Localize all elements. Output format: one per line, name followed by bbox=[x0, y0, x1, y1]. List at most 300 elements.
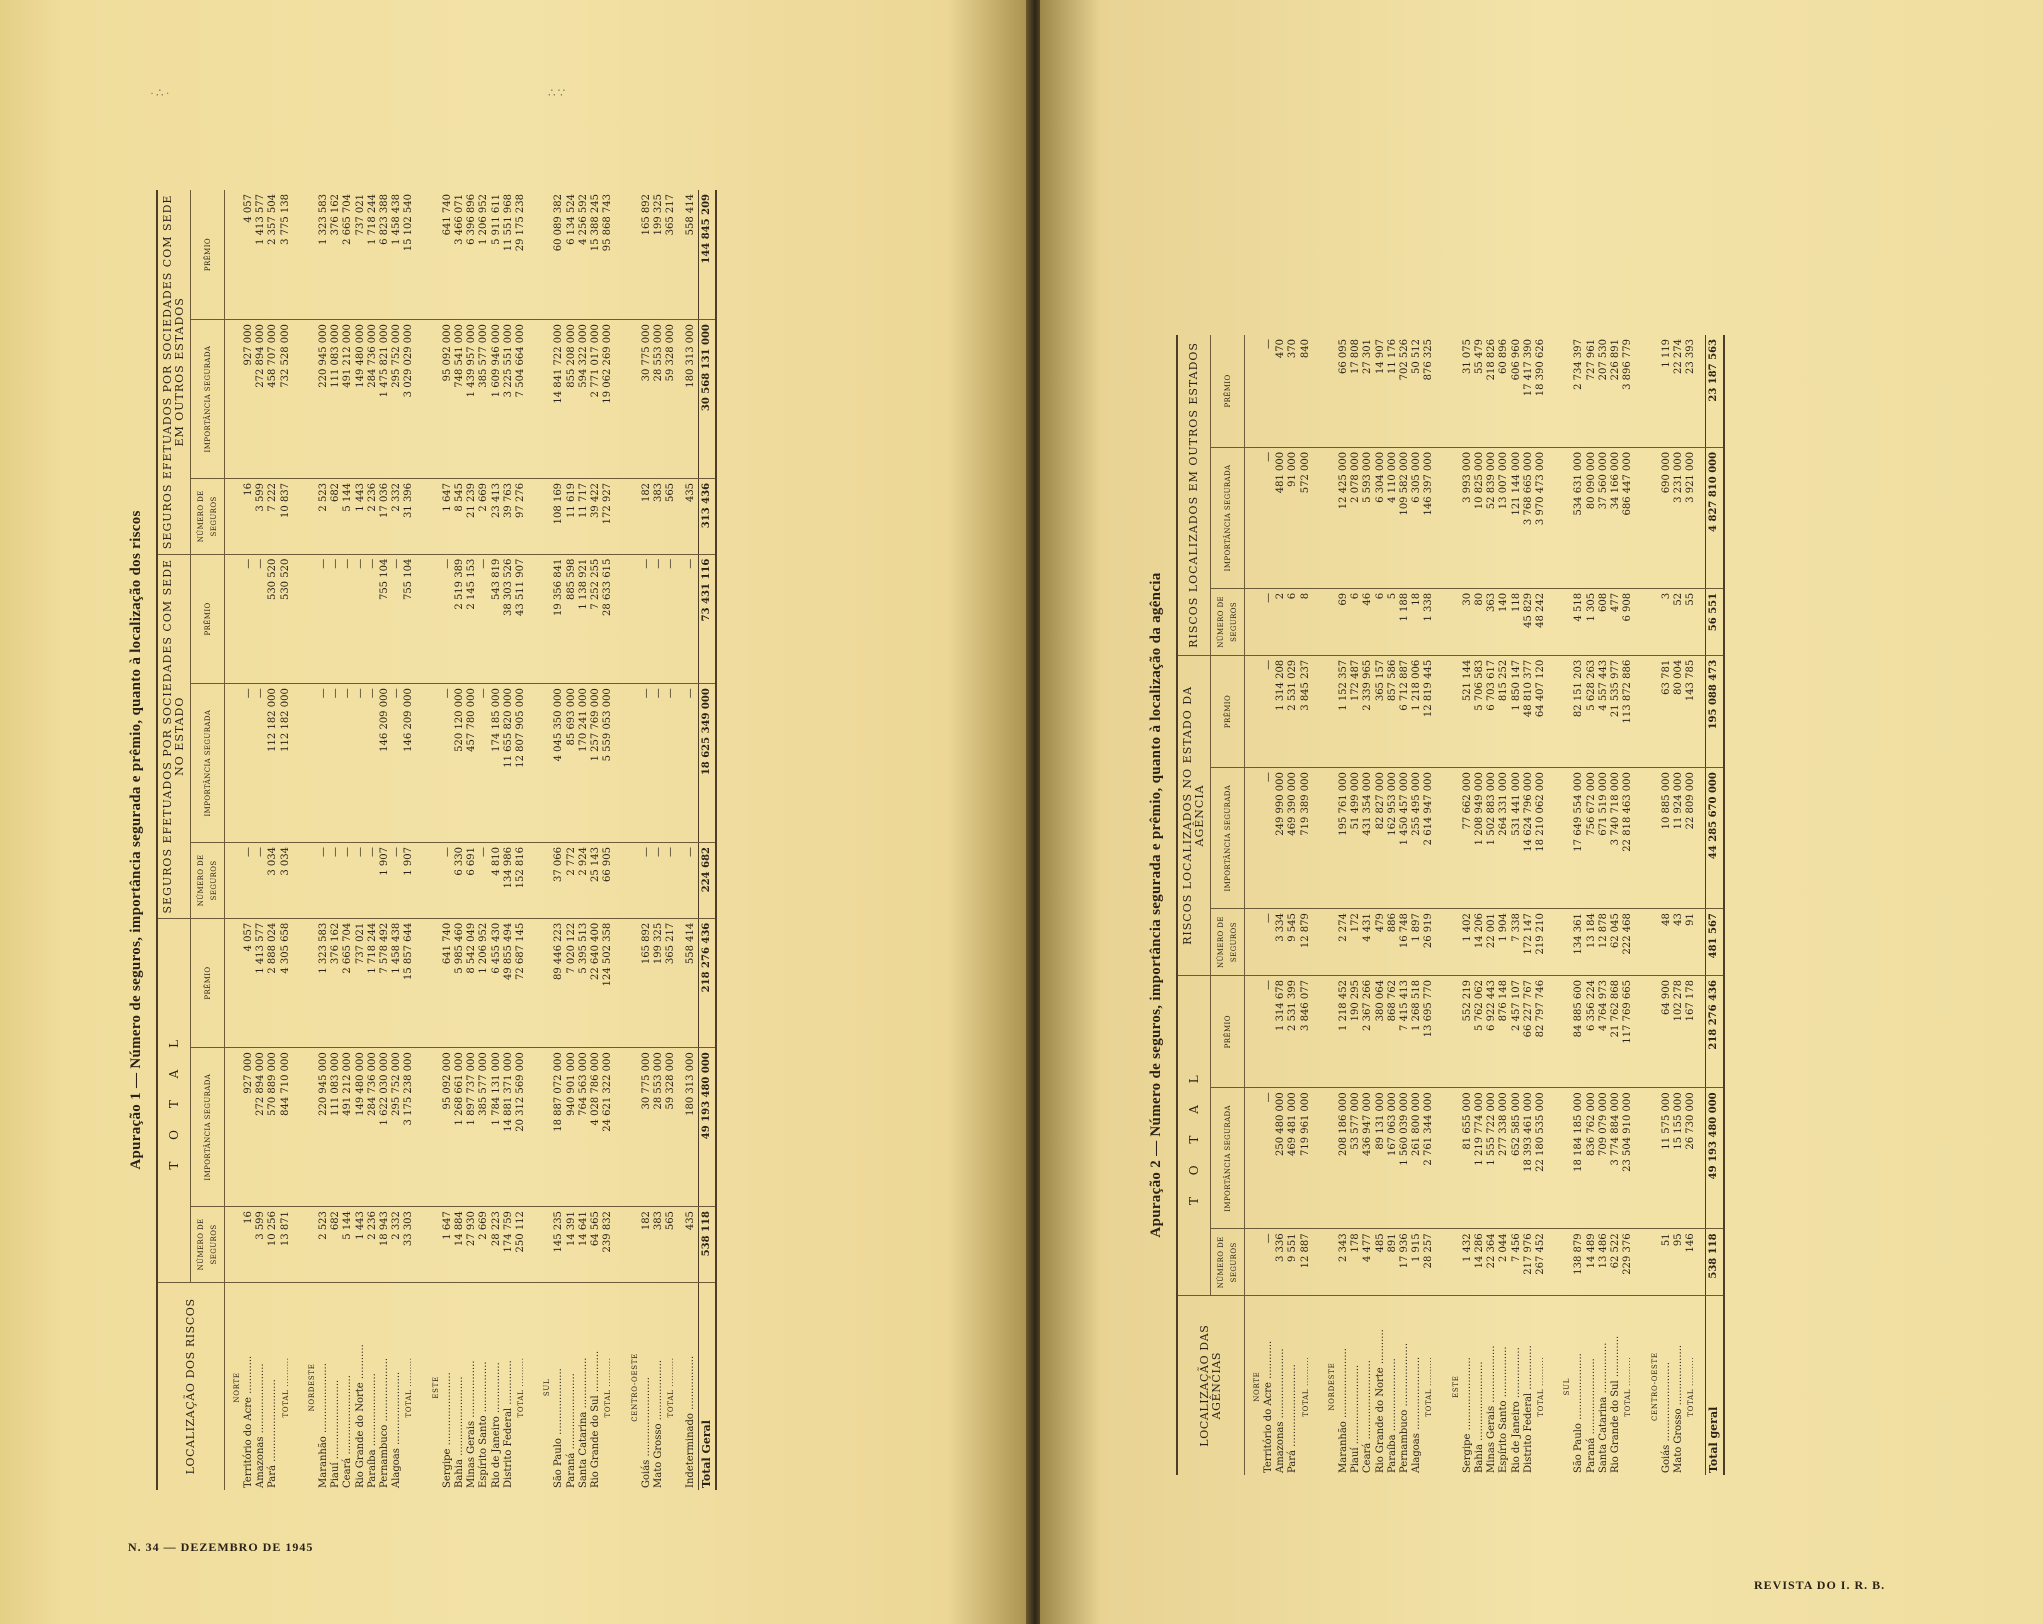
row-label: Indeterminado ................. bbox=[685, 1355, 697, 1488]
table-cell: 2 357 504 bbox=[267, 190, 279, 320]
table-cell: 18 210 062 000 bbox=[1535, 768, 1555, 909]
table-cell: 22 640 400 bbox=[590, 918, 602, 1048]
empty-cell bbox=[623, 478, 641, 554]
table-row bbox=[442, 190, 454, 1490]
table-cell: 6 bbox=[1375, 588, 1387, 655]
table-cell: 28 223 bbox=[491, 1207, 503, 1283]
table-cell: 876 148 bbox=[1498, 976, 1510, 1088]
table-body bbox=[1244, 335, 1723, 1475]
table-cell: 295 752 000 bbox=[391, 1048, 403, 1207]
row-label: Maranhão ...................... bbox=[1338, 1348, 1350, 1473]
region-row bbox=[1244, 335, 1263, 1475]
row-label: Pernambuco .................... bbox=[1399, 1342, 1411, 1473]
table-cell: 6 691 bbox=[466, 843, 478, 919]
table-cell: 435 bbox=[685, 1207, 698, 1283]
ink-smudge: ∴∵ bbox=[548, 86, 568, 100]
region-row bbox=[1643, 335, 1661, 1475]
empty-cell bbox=[424, 190, 442, 320]
table-cell: 6 712 887 bbox=[1399, 655, 1411, 767]
table-cell: 363 bbox=[1486, 588, 1498, 655]
table-cell: 435 bbox=[685, 478, 698, 554]
empty-cell bbox=[1643, 335, 1661, 447]
table-cell: 28 633 615 bbox=[602, 554, 622, 684]
row-label: SUL bbox=[1563, 1377, 1572, 1396]
row-label: Sergipe ....................... bbox=[441, 1372, 453, 1488]
table-cell: 180 313 000 bbox=[685, 1048, 698, 1207]
row-label: Rio de Janeiro ................ bbox=[490, 1362, 502, 1488]
table-cell: — bbox=[653, 554, 665, 684]
subtotal-row bbox=[1423, 335, 1443, 1475]
table-cell: 719 961 000 bbox=[1300, 1088, 1320, 1229]
table-cell: 8 542 049 bbox=[466, 918, 478, 1048]
table-cell: 7 578 492 bbox=[379, 918, 391, 1048]
table-cell: 18 390 626 bbox=[1535, 335, 1555, 447]
table-row bbox=[330, 190, 342, 1490]
table-cell: 538 118 bbox=[698, 1207, 716, 1283]
empty-cell bbox=[1320, 447, 1338, 588]
table-cell: 60 089 382 bbox=[553, 190, 565, 320]
row-label: Paraná ........................ bbox=[1585, 1358, 1597, 1473]
empty-cell bbox=[300, 554, 318, 684]
table-cell: 113 872 886 bbox=[1622, 655, 1642, 767]
empty-cell bbox=[535, 918, 553, 1048]
subtotal-row bbox=[602, 190, 622, 1490]
table-cell: — bbox=[367, 554, 379, 684]
table-cell: 95 092 000 bbox=[442, 320, 454, 479]
subtotal-row bbox=[280, 190, 300, 1490]
table-cell: 565 bbox=[665, 478, 685, 554]
empty-cell bbox=[623, 843, 641, 919]
table-cell: 940 901 000 bbox=[566, 1048, 578, 1207]
group-header-agency-state: RISCOS LOCALIZADOS NO ESTADO DA AGÊNCIA bbox=[1177, 655, 1211, 975]
table-cell: — bbox=[1263, 335, 1275, 447]
table-cell: 174 759 bbox=[503, 1207, 515, 1283]
table-cell: 543 819 bbox=[491, 554, 503, 684]
table-cell: 6 823 388 bbox=[379, 190, 391, 320]
table-cell: 5 593 000 bbox=[1362, 447, 1374, 588]
table-cell: 641 740 bbox=[442, 190, 454, 320]
stub-header: LOCALIZAÇÃO DAS AGÊNCIAS bbox=[1177, 1296, 1244, 1475]
table-cell: 170 241 000 bbox=[578, 684, 590, 843]
table-row bbox=[553, 190, 565, 1490]
table-cell: 31 396 bbox=[403, 478, 423, 554]
table-cell: 66 095 bbox=[1338, 335, 1350, 447]
row-label: Distrito Federal .............. bbox=[502, 1360, 514, 1488]
page-footer: REVISTA DO I. R. B. bbox=[1754, 1578, 1886, 1592]
table-row bbox=[391, 190, 403, 1490]
table-cell: 531 441 000 bbox=[1511, 768, 1523, 909]
table-cell: 709 079 000 bbox=[1598, 1088, 1610, 1229]
row-label: Alagoas ....................... bbox=[1411, 1356, 1423, 1473]
table-cell: 229 376 bbox=[1622, 1229, 1642, 1296]
table-cell: 15 102 540 bbox=[403, 190, 423, 320]
table-cell: 1 208 949 000 bbox=[1474, 768, 1486, 909]
table-cell: 91 bbox=[1685, 909, 1706, 976]
table-cell: 52 839 000 bbox=[1486, 447, 1498, 588]
table-cell: 250 112 bbox=[515, 1207, 535, 1283]
table-cell: 1 475 821 000 bbox=[379, 320, 391, 479]
table-cell: 385 577 000 bbox=[478, 1048, 490, 1207]
row-label: Ceará ......................... bbox=[1362, 1360, 1374, 1473]
table-cell: 284 736 000 bbox=[367, 320, 379, 479]
table-cell: 18 184 185 000 bbox=[1573, 1088, 1585, 1229]
table-cell: 73 431 116 bbox=[698, 554, 716, 684]
table-cell: — bbox=[330, 684, 342, 843]
table-cell: 570 889 000 bbox=[267, 1048, 279, 1207]
empty-cell bbox=[1320, 655, 1338, 767]
empty-cell bbox=[1320, 1229, 1338, 1296]
table-cell: 13 007 000 bbox=[1498, 447, 1510, 588]
table-cell: 22 818 463 000 bbox=[1622, 768, 1642, 909]
table-cell: 69 bbox=[1338, 588, 1350, 655]
table-row bbox=[1375, 335, 1387, 1475]
row-label: São Paulo ..................... bbox=[1573, 1353, 1585, 1473]
table-cell: — bbox=[1263, 655, 1275, 767]
row-label: NORTE bbox=[1252, 1371, 1261, 1402]
table-cell: 121 144 000 bbox=[1511, 447, 1523, 588]
table-row bbox=[1610, 335, 1622, 1475]
table-cell: 28 553 000 bbox=[653, 320, 665, 479]
col-header-premium: PRÊMIO bbox=[191, 190, 224, 320]
empty-cell bbox=[224, 684, 243, 843]
table-cell: 48 bbox=[1661, 909, 1673, 976]
table-cell: 17 649 554 000 bbox=[1573, 768, 1585, 909]
table-cell: 29 175 238 bbox=[515, 190, 535, 320]
table-cell: 885 598 bbox=[566, 554, 578, 684]
table-cell: — bbox=[1263, 976, 1275, 1088]
table-cell: 174 185 000 bbox=[491, 684, 503, 843]
table-cell: 1 443 bbox=[355, 1207, 367, 1283]
data-table bbox=[1176, 335, 1725, 1475]
empty-cell bbox=[1244, 447, 1263, 588]
empty-cell bbox=[1555, 655, 1573, 767]
table-cell: 3 334 bbox=[1275, 909, 1287, 976]
table-cell: 16 bbox=[243, 478, 255, 554]
table-cell: 10 256 bbox=[267, 1207, 279, 1283]
table-cell: 66 905 bbox=[602, 843, 622, 919]
subtotal-row bbox=[403, 190, 423, 1490]
table-cell: 2 669 bbox=[478, 478, 490, 554]
empty-cell bbox=[623, 1207, 641, 1283]
table-cell: 10 885 000 bbox=[1661, 768, 1673, 909]
table-cell: 9 545 bbox=[1287, 909, 1299, 976]
table-cell: 14 907 bbox=[1375, 335, 1387, 447]
table-cell: 26 919 bbox=[1423, 909, 1443, 976]
table-cell: 16 bbox=[243, 1207, 255, 1283]
table-cell: 15 388 245 bbox=[590, 190, 602, 320]
empty-cell bbox=[300, 478, 318, 554]
row-label: NORDESTE bbox=[1327, 1362, 1336, 1411]
table-cell: 14 286 bbox=[1474, 1229, 1486, 1296]
table-cell: 2 bbox=[1275, 588, 1287, 655]
table-cell: 534 631 000 bbox=[1573, 447, 1585, 588]
empty-cell bbox=[1643, 768, 1661, 909]
table-cell: 167 063 000 bbox=[1387, 1088, 1399, 1229]
table-cell: 18 393 461 000 bbox=[1523, 1088, 1535, 1229]
table-cell: 19 062 269 000 bbox=[602, 320, 622, 479]
empty-cell bbox=[1555, 909, 1573, 976]
table-cell: 1 402 bbox=[1462, 909, 1474, 976]
table-cell: 1 907 bbox=[379, 843, 391, 919]
table-cell: 18 625 349 000 bbox=[698, 684, 716, 843]
table-cell: — bbox=[653, 684, 665, 843]
table-cell: — bbox=[641, 843, 653, 919]
table-cell: — bbox=[665, 554, 685, 684]
empty-cell bbox=[300, 918, 318, 1048]
table-cell: 3 029 029 000 bbox=[403, 320, 423, 479]
empty-cell bbox=[1555, 976, 1573, 1088]
table-cell: 6 bbox=[1350, 588, 1362, 655]
table-cell: 1 439 957 000 bbox=[466, 320, 478, 479]
table-cell: 21 239 bbox=[466, 478, 478, 554]
table-row bbox=[503, 190, 515, 1490]
table-cell: 218 826 bbox=[1486, 335, 1498, 447]
table-cell: 6 304 000 bbox=[1375, 447, 1387, 588]
table-cell: 145 235 bbox=[553, 1207, 565, 1283]
group-header-other-states: RISCOS LOCALIZADOS EM OUTROS ESTADOS bbox=[1177, 335, 1211, 655]
table-cell: 927 000 bbox=[243, 1048, 255, 1207]
table-cell: 1 413 577 bbox=[255, 918, 267, 1048]
table-cell: 31 075 bbox=[1462, 335, 1474, 447]
table-cell: 927 000 bbox=[243, 320, 255, 479]
table-cell: 558 414 bbox=[685, 190, 698, 320]
table-cell: — bbox=[243, 843, 255, 919]
table-cell: 7 456 bbox=[1511, 1229, 1523, 1296]
table-cell: 59 328 000 bbox=[665, 1048, 685, 1207]
subtotal-row bbox=[1685, 335, 1706, 1475]
table-cell: 1 458 438 bbox=[391, 918, 403, 1048]
table-cell: 23 393 bbox=[1685, 335, 1706, 447]
empty-cell bbox=[623, 684, 641, 843]
table-cell: 64 565 bbox=[590, 1207, 602, 1283]
col-header-amount: IMPORTÂNCIA SEGURADA bbox=[191, 320, 224, 479]
table-cell: 80 bbox=[1474, 588, 1486, 655]
table-cell: 162 953 000 bbox=[1387, 768, 1399, 909]
table-cell: 22 364 bbox=[1486, 1229, 1498, 1296]
region-row bbox=[1555, 335, 1573, 1475]
table-cell: 7 020 122 bbox=[566, 918, 578, 1048]
empty-cell bbox=[300, 320, 318, 479]
table-cell: 844 710 000 bbox=[280, 1048, 300, 1207]
empty-cell bbox=[623, 918, 641, 1048]
table-cell: 530 520 bbox=[280, 554, 300, 684]
table-row bbox=[1586, 335, 1598, 1475]
table-cell: 436 947 000 bbox=[1362, 1088, 1374, 1229]
table-cell: 652 585 000 bbox=[1511, 1088, 1523, 1229]
table-cell: 261 800 000 bbox=[1411, 1088, 1423, 1229]
table-cell: 1 219 774 000 bbox=[1474, 1088, 1486, 1229]
table-cell: 594 322 000 bbox=[578, 320, 590, 479]
table-cell: 10 837 bbox=[280, 478, 300, 554]
table-cell: 1 907 bbox=[403, 843, 423, 919]
table-cell: — bbox=[665, 684, 685, 843]
table-cell: 14 841 722 000 bbox=[553, 320, 565, 479]
table-cell: 469 390 000 bbox=[1287, 768, 1299, 909]
table-cell: 24 621 322 000 bbox=[602, 1048, 622, 1207]
row-label: ESTE bbox=[1451, 1375, 1460, 1398]
table-cell: — bbox=[442, 554, 454, 684]
row-label: NORDESTE bbox=[307, 1363, 316, 1412]
table-cell: — bbox=[367, 843, 379, 919]
row-label: Maranhão ...................... bbox=[318, 1363, 330, 1488]
empty-cell bbox=[1444, 1229, 1462, 1296]
empty-cell bbox=[224, 190, 243, 320]
row-label: Piauí ......................... bbox=[1350, 1364, 1362, 1473]
table-cell: — bbox=[1263, 909, 1275, 976]
table-cell: 95 092 000 bbox=[442, 1048, 454, 1207]
table-cell: 97 276 bbox=[515, 478, 535, 554]
table-cell: 3 993 000 bbox=[1462, 447, 1474, 588]
row-label: Espírito Santo ................ bbox=[1498, 1346, 1510, 1473]
table-cell: — bbox=[255, 843, 267, 919]
table-row bbox=[1275, 335, 1287, 1475]
table-row bbox=[491, 190, 503, 1490]
region-row bbox=[224, 190, 243, 1490]
table-cell: 143 785 bbox=[1685, 655, 1706, 767]
table-cell: 481 567 bbox=[1706, 909, 1724, 976]
table-cell: 671 519 000 bbox=[1598, 768, 1610, 909]
table-cell: 62 522 bbox=[1610, 1229, 1622, 1296]
table-cell: 6 356 224 bbox=[1586, 976, 1598, 1088]
row-label: TOTAL .......... bbox=[1687, 1356, 1696, 1417]
table-cell: 552 219 bbox=[1462, 976, 1474, 1088]
table-cell: 149 480 000 bbox=[355, 1048, 367, 1207]
empty-cell bbox=[424, 918, 442, 1048]
table-cell: 82 151 203 bbox=[1573, 655, 1585, 767]
row-label: Rio de Janeiro ................ bbox=[1510, 1347, 1522, 1473]
table-cell: 1 218 006 bbox=[1411, 655, 1423, 767]
table-cell: 23 413 bbox=[491, 478, 503, 554]
empty-cell bbox=[1320, 768, 1338, 909]
table-cell: 22 274 bbox=[1673, 335, 1685, 447]
table-cell: — bbox=[330, 554, 342, 684]
table-cell: 49 855 494 bbox=[503, 918, 515, 1048]
table-cell: 5 395 513 bbox=[578, 918, 590, 1048]
table-cell: 4 305 658 bbox=[280, 918, 300, 1048]
table-cell: 5 628 263 bbox=[1586, 655, 1598, 767]
group-header-other-states: SEGUROS EFETUADOS POR SOCIEDADES COM SEDE EM OUTROS ESTADOS bbox=[157, 190, 191, 554]
table-cell: 284 736 000 bbox=[367, 1048, 379, 1207]
table-cell: 167 178 bbox=[1685, 976, 1706, 1088]
table-cell: 165 892 bbox=[641, 190, 653, 320]
table-cell: 1 305 bbox=[1586, 588, 1598, 655]
table-row bbox=[367, 190, 379, 1490]
row-label: TOTAL .......... bbox=[1537, 1356, 1546, 1417]
table-cell: 22 001 bbox=[1486, 909, 1498, 976]
row-label: Território do Acre ............ bbox=[1263, 1340, 1275, 1473]
empty-cell bbox=[1320, 1088, 1338, 1229]
table-cell: 5 911 611 bbox=[491, 190, 503, 320]
table-cell: 608 bbox=[1598, 588, 1610, 655]
table-cell: 2 519 389 bbox=[454, 554, 466, 684]
table-cell: 4 431 bbox=[1362, 909, 1374, 976]
table-cell: 469 481 000 bbox=[1287, 1088, 1299, 1229]
table-cell: 250 480 000 bbox=[1275, 1088, 1287, 1229]
table-cell: 2 761 344 000 bbox=[1423, 1088, 1443, 1229]
empty-cell bbox=[1643, 655, 1661, 767]
empty-cell bbox=[1444, 1088, 1462, 1229]
col-header-count: NÚMERO DE SEGUROS bbox=[1211, 909, 1244, 976]
table-cell: 18 bbox=[1411, 588, 1423, 655]
table-cell: 4 764 973 bbox=[1598, 976, 1610, 1088]
table-cell: 2 888 024 bbox=[267, 918, 279, 1048]
empty-cell bbox=[224, 1207, 243, 1283]
row-label: Rio Grande do Norte ........... bbox=[1374, 1329, 1386, 1473]
table-cell: 1 206 952 bbox=[478, 190, 490, 320]
empty-cell bbox=[1555, 447, 1573, 588]
table-cell: 5 762 062 bbox=[1474, 976, 1486, 1088]
table-cell: 10 825 000 bbox=[1474, 447, 1486, 588]
table-cell: 5 706 583 bbox=[1474, 655, 1486, 767]
empty-cell bbox=[424, 554, 442, 684]
table-row bbox=[1598, 335, 1610, 1475]
row-label: Goiás ......................... bbox=[1660, 1362, 1672, 1473]
table-cell: 3 231 000 bbox=[1673, 447, 1685, 588]
table-cell: 11 619 bbox=[566, 478, 578, 554]
table-cell: 1 904 bbox=[1498, 909, 1510, 976]
stub-header: LOCALIZAÇÃO DOS RISCOS bbox=[157, 1282, 224, 1490]
table-cell: 15 857 644 bbox=[403, 918, 423, 1048]
table-row bbox=[1486, 335, 1498, 1475]
table-cell: 7 252 255 bbox=[590, 554, 602, 684]
row-label: São Paulo ..................... bbox=[553, 1368, 565, 1488]
empty-cell bbox=[535, 1048, 553, 1207]
table-cell: 6 134 524 bbox=[566, 190, 578, 320]
table-cell: 1 119 bbox=[1661, 335, 1673, 447]
region-row bbox=[424, 190, 442, 1490]
table-cell: 59 328 000 bbox=[665, 320, 685, 479]
empty-cell bbox=[1444, 655, 1462, 767]
table-cell: — bbox=[243, 554, 255, 684]
table-cell: — bbox=[342, 684, 354, 843]
table-cell: 224 682 bbox=[698, 843, 716, 919]
empty-cell bbox=[535, 1207, 553, 1283]
empty-cell bbox=[424, 1048, 442, 1207]
table-cell: 6 bbox=[1287, 588, 1299, 655]
row-label: Espírito Santo ................ bbox=[478, 1361, 490, 1488]
table-cell: 485 bbox=[1375, 1229, 1387, 1296]
table-cell: 146 bbox=[1685, 1229, 1706, 1296]
table-row bbox=[1673, 335, 1685, 1475]
row-label: CENTRO-OESTE bbox=[1650, 1352, 1659, 1421]
table-row bbox=[566, 190, 578, 1490]
group-header-total: T O T A L bbox=[1177, 976, 1211, 1296]
table-cell: 146 209 000 bbox=[379, 684, 391, 843]
table-cell: 855 208 000 bbox=[566, 320, 578, 479]
table-cell: 7 222 bbox=[267, 478, 279, 554]
table-cell: 6 455 430 bbox=[491, 918, 503, 1048]
table-cell: 5 144 bbox=[342, 1207, 354, 1283]
table-cell: 111 083 000 bbox=[330, 320, 342, 479]
table-cell: 3 774 884 000 bbox=[1610, 1088, 1622, 1229]
table-cell: 1 555 722 000 bbox=[1486, 1088, 1498, 1229]
table-cell: 218 276 436 bbox=[1706, 976, 1724, 1088]
table-cell: 82 827 000 bbox=[1375, 768, 1387, 909]
empty-cell bbox=[1555, 768, 1573, 909]
table-row bbox=[1338, 335, 1350, 1475]
table-cell: 4 557 443 bbox=[1598, 655, 1610, 767]
table-cell: 28 553 000 bbox=[653, 1048, 665, 1207]
table-cell: 3 225 551 000 bbox=[503, 320, 515, 479]
table-cell: 14 391 bbox=[566, 1207, 578, 1283]
table-cell: 112 182 000 bbox=[267, 684, 279, 843]
table-cell: 457 780 000 bbox=[466, 684, 478, 843]
region-row bbox=[300, 190, 318, 1490]
table-cell: 1 622 030 000 bbox=[379, 1048, 391, 1207]
table-cell: 365 217 bbox=[665, 190, 685, 320]
table-cell: 190 295 bbox=[1350, 976, 1362, 1088]
table-cell: 4 810 bbox=[491, 843, 503, 919]
